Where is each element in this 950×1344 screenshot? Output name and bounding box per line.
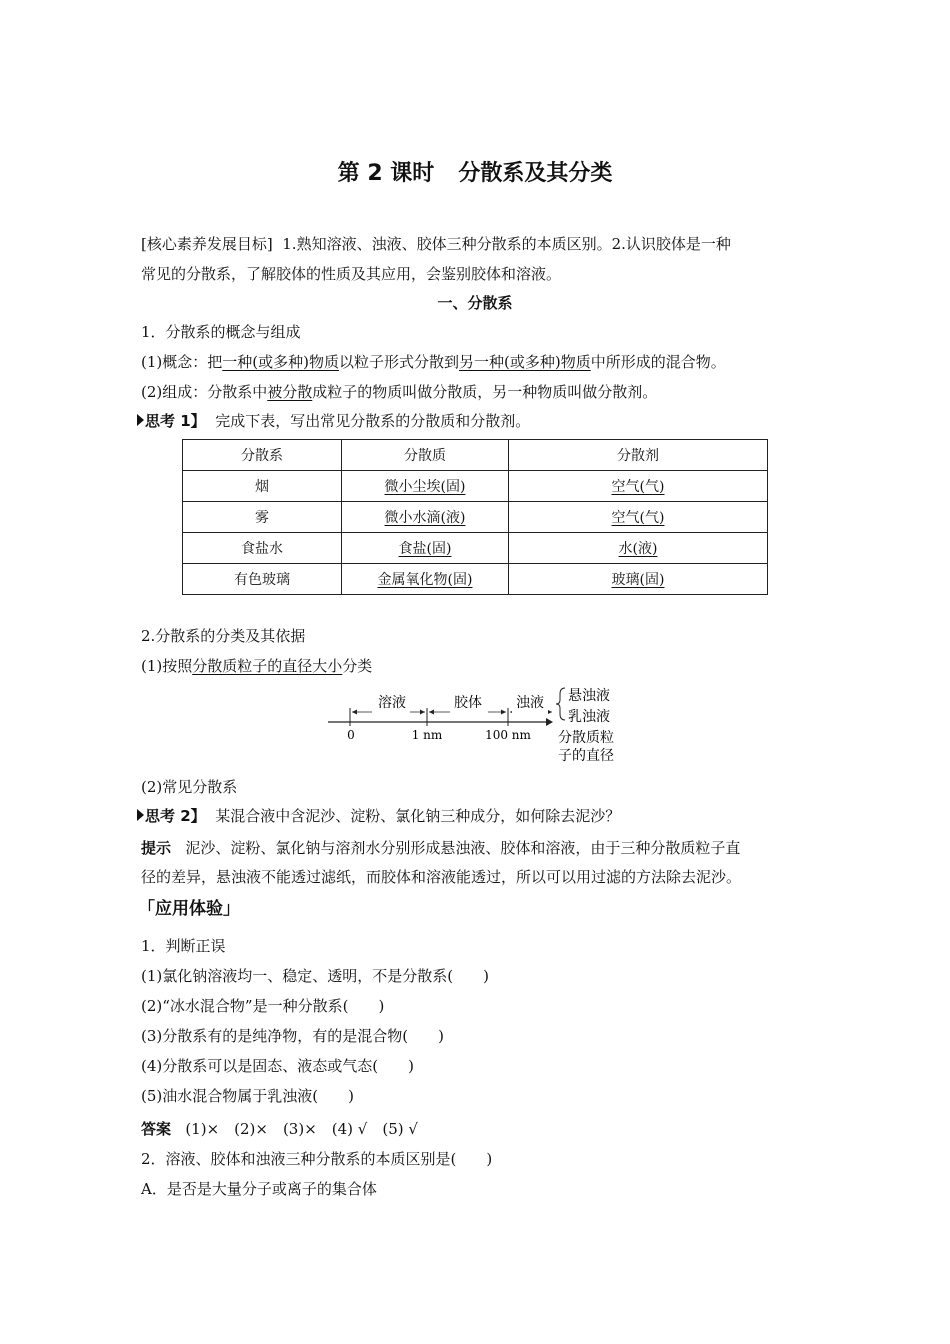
compose-blank-1: 被分散 <box>267 383 313 401</box>
corner-bracket-right-icon: 」 <box>223 899 240 919</box>
answer-line <box>141 1119 418 1139</box>
lesson-title: 分散系及其分类 <box>458 161 613 186</box>
judge-item: (4)分散系可以是固态、液态或气态( ) <box>141 1057 414 1075</box>
seg-label-colloid: 胶体 <box>454 695 482 711</box>
table-answer: 微小水滴(液) <box>384 510 466 526</box>
arrow-left-icon <box>352 710 357 715</box>
page-title <box>0 156 950 187</box>
goals-line-1 <box>141 234 731 254</box>
classification-diagram <box>320 684 630 768</box>
think2-line: 思考 2】 某混合液中含泥沙、淀粉、氯化钠三种成分，如何除去泥沙？ <box>137 806 620 826</box>
hint-line-1 <box>141 838 740 858</box>
think2-tag: 思考 2 <box>145 807 191 825</box>
table-row <box>183 533 768 564</box>
think2-text: 某混合液中含泥沙、淀粉、氯化钠三种成分，如何除去泥沙？ <box>215 807 621 825</box>
table-cell <box>342 502 509 533</box>
table-answer: 微小尘埃(固) <box>384 479 466 495</box>
hint-text-1: 泥沙、淀粉、氯化钠与溶剂水分别形成悬浊液、胶体和溶液，由于三种分散质粒子直 <box>185 839 741 857</box>
common-line: (2)常见分散系 <box>141 778 238 796</box>
judge-item: (3)分散系有的是纯净物，有的是混合物( ) <box>141 1027 444 1045</box>
table-answer: 空气(气) <box>611 510 665 526</box>
think1-text: 完成下表，写出常见分散系的分散质和分散剂。 <box>215 412 531 430</box>
concept-line <box>141 352 726 372</box>
practice-heading <box>138 893 240 925</box>
think-marker-icon <box>137 414 144 426</box>
tick-label-100nm: 100 nm <box>485 728 531 742</box>
compose-line <box>141 382 657 402</box>
table-cell <box>342 533 509 564</box>
table-cell <box>509 502 768 533</box>
answer-text: (1)× (2)× (3)× (4) √ (5) √ <box>185 1120 418 1138</box>
think1-line: 思考 1】 完成下表，写出常见分散系的分散质和分散剂。 <box>137 411 530 431</box>
table-answer: 金属氧化物(固) <box>377 572 473 588</box>
by-size-b: 分类 <box>342 657 373 675</box>
by-size-line <box>141 656 372 676</box>
table-answer: 水(液) <box>618 541 658 557</box>
table-row <box>183 502 768 533</box>
table-answer: 食盐(固) <box>398 541 452 557</box>
disperse-table <box>182 439 768 595</box>
table-answer: 玻璃(固) <box>611 572 665 588</box>
concept-blank-2: 另一种(或多种)物质 <box>458 353 591 371</box>
hint-line-2: 径的差异，悬浊液不能透过滤纸，而胶体和溶液能透过，所以可以用过滤的方法除去泥沙。 <box>141 868 742 886</box>
subheading-2: 2.分散系的分类及其依据 <box>141 627 306 645</box>
tick-label-0: 0 <box>347 728 355 742</box>
think1-tag: 思考 1 <box>145 412 191 430</box>
seg-label-turbid: 浊液 <box>516 695 544 711</box>
table-cell: 食盐水 <box>183 533 342 564</box>
by-size-a: (1)按照 <box>141 657 193 675</box>
goals-text-1: 1.熟知溶液、浊液、胶体三种分散系的本质区别。2.认识胶体是一种 <box>282 235 731 253</box>
table-cell: 烟 <box>183 471 342 502</box>
table-cell <box>342 471 509 502</box>
concept-a: (1)概念：把 <box>141 353 223 371</box>
table-header-cell: 分散系 <box>183 440 342 471</box>
arrow-right-icon <box>420 710 425 715</box>
axis-label-2: 子的直径 <box>558 748 614 764</box>
seg-label-solution: 溶液 <box>378 695 406 711</box>
option-a: A．是否是大量分子或离子的集合体 <box>141 1180 377 1198</box>
lesson-number: 第 2 课时 <box>337 161 435 186</box>
table-cell <box>509 471 768 502</box>
table-cell: 有色玻璃 <box>183 564 342 595</box>
table-cell: 雾 <box>183 502 342 533</box>
goals-tag: [核心素养发展目标] <box>141 235 273 253</box>
table-header-cell: 分散质 <box>342 440 509 471</box>
judge-item: (1)氯化钠溶液均一、稳定、透明，不是分散系( ) <box>141 967 489 985</box>
brace-bottom-label: 乳浊液 <box>568 709 610 725</box>
compose-a: (2)组成：分散系中 <box>141 383 268 401</box>
judge-item: (5)油水混合物属于乳浊液( ) <box>141 1087 354 1105</box>
corner-bracket-left-icon: 「 <box>138 899 155 919</box>
concept-c: 中所形成的混合物。 <box>590 353 726 371</box>
tick-label-1nm: 1 nm <box>411 728 443 742</box>
table-cell <box>509 564 768 595</box>
arrow-right-icon <box>501 710 506 715</box>
table-header-cell: 分散剂 <box>509 440 768 471</box>
q2-line: 2．溶液、胶体和浊液三种分散系的本质区别是( ) <box>141 1150 493 1168</box>
section-heading: 一、分散系 <box>437 294 513 312</box>
table-cell <box>509 533 768 564</box>
axis-arrow-icon <box>546 718 553 726</box>
brace-top-label: 悬浊液 <box>568 688 610 704</box>
table-cell <box>342 564 509 595</box>
goals-line-2: 常见的分散系，了解胶体的性质及其应用，会鉴别胶体和溶液。 <box>141 265 562 283</box>
compose-b: 成粒子的物质叫做分散质，另一种物质叫做分散剂。 <box>312 383 658 401</box>
axis-label-1: 分散质粒 <box>558 730 614 746</box>
answer-tag: 答案 <box>141 1120 172 1138</box>
brace-icon <box>556 688 565 720</box>
practice-heading-text: 应用体验 <box>155 899 223 919</box>
table-row <box>183 564 768 595</box>
table-answer: 空气(气) <box>611 479 665 495</box>
table-row <box>183 471 768 502</box>
by-size-blank: 分散质粒子的直径大小 <box>192 657 343 675</box>
concept-blank-1: 一种(或多种)物质 <box>222 353 339 371</box>
table-header-row <box>183 440 768 471</box>
subheading-1: 1．分散系的概念与组成 <box>141 323 301 341</box>
hint-tag: 提示 <box>141 839 172 857</box>
judge-item: (2)“冰水混合物”是一种分散系( ) <box>141 997 385 1015</box>
think-marker-icon <box>137 809 144 821</box>
q1-heading: 1．判断正误 <box>141 937 226 955</box>
concept-b: 以粒子形式分散到 <box>338 353 459 371</box>
arrow-left-icon <box>429 710 434 715</box>
